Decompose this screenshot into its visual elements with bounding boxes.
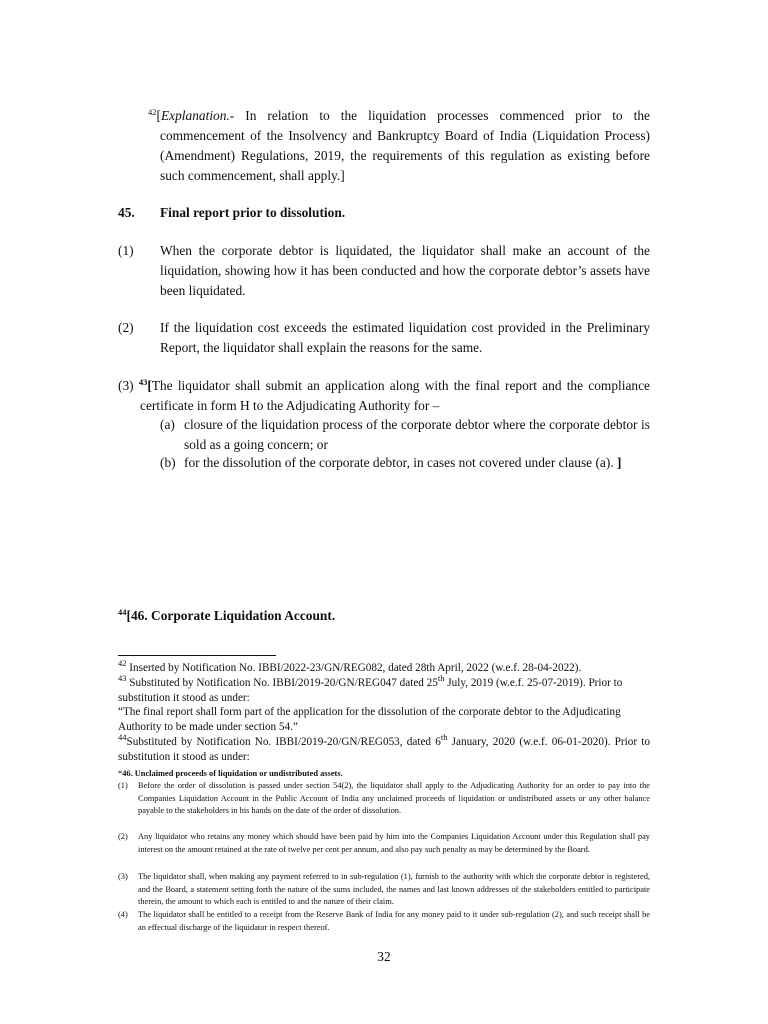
explanation-note: $^{42}$[Explanation.- In relation to the liquidation processes commenced prior to the commencement of the Insolvency and Bankruptcy Board of India (Liquidation Process) (Amendment) Regulations, 2019, the requirements of this regulation as existing before such commencement, shall apply.] xyxy=(148,106,650,183)
footnote-44-item: (3) The liquidator shall, when making any payment referred to in sub-regulation (1), furnish to the authority with which the corporate debtor is registered, and the Board, a statement setting forth the nature of the sums included, the names and last known addresses of the stakeholders entitled to participate therein, the amount to which each is entitled to and the nature of their claim. xyxy=(118,872,650,906)
footnote-44-item: (1) Before the order of dissolution is passed under section 54(2), the liquidator shall apply to the Adjudicating Authority for an order to pay into the Companies Liquidation Account in the Public Account of India any unclaimed proceeds of liquidation or undistributed assets or any other balance payable to the stakeholders in his hands on the date of the order of dissolution. xyxy=(118,781,650,815)
clause-3: (3) $^{43}$[The liquidator shall submit an application along with the final report and the compliance certificate in form H to the Adjudicating Authority for – xyxy=(118,376,650,413)
footnote-44-item: (2) Any liquidator who retains any money which should have been paid by him into the Companies Liquidation Account under this Regulation shall pay interest on the amount retained at the rate of twelve per cent per annum, and also pay such penalty as may be determined by the Board. xyxy=(118,832,650,854)
sub-item-text: for the dissolution of the corporate debtor, in cases not covered under clause (a). ] xyxy=(184,455,622,470)
footnote-ref: 42 xyxy=(148,106,157,117)
footnote-43: $^{43}$ Substituted by Notification No. IBBI/2019-20/GN/REG047 dated 25th July, 2019 (w.e.f. 25-07-2019). Prior to substitution it stood as under: xyxy=(118,672,623,704)
footnote-44: $^{44}$Substituted by Notification No. IBBI/2019-20/GN/REG053, dated 6th January, 2020 (w.e.f. 06-01-2020). Prior to substitution it stood as under: xyxy=(118,731,650,763)
clause-number: (3) xyxy=(118,378,134,393)
sub-item-label: (b) xyxy=(160,455,176,470)
clause-text: If the liquidation cost exceeds the estimated liquidation cost provided in the Preliminary Report, the liquidator shall explain the reasons for the same. xyxy=(160,320,650,355)
section-number: 45. xyxy=(118,205,135,220)
sub-item-label: (a) xyxy=(160,417,175,432)
footnote-44-item: (4) The liquidator shall be entitled to a receipt from the Reserve Bank of India for any money paid to it under sub-regulation (2), and such receipt shall be an effectual discharge of the liquidator in respect thereof. xyxy=(118,910,650,932)
clause-number: (2) xyxy=(118,320,134,335)
sub-item-text: closure of the liquidation process of the corporate debtor where the corporate debtor is sold as a going concern; or xyxy=(184,417,650,452)
footnote-44-old-heading: “46. Unclaimed proceeds of liquidation or undistributed assets. xyxy=(118,769,343,778)
page-number: 32 xyxy=(377,949,391,964)
clause-number: (1) xyxy=(118,243,134,258)
footnote-divider xyxy=(118,655,276,656)
footnote-42: $^{42}$ Inserted by Notification No. IBBI/2022-23/GN/REG082, dated 28th April, 2022 (w.e.f. 28-04-2022). xyxy=(118,657,582,674)
footnote-ref: 44 xyxy=(118,606,127,617)
explanation-label: Explanation. xyxy=(160,108,230,123)
section-46-heading: $^{44}$[46. Corporate Liquidation Account. xyxy=(118,606,336,623)
clause-text: When the corporate debtor is liquidated, the liquidator shall make an account of the liquidation, showing how it has been conducted and how the corporate debtor’s assets have been liquidated. xyxy=(160,243,650,298)
clause-text: The liquidator shall submit an application along with the final report and the compliance certificate in form H to the Adjudicating Authority for – xyxy=(140,378,650,413)
footnote-ref: 43 xyxy=(138,376,148,387)
section-title: Final report prior to dissolution. xyxy=(160,205,346,220)
footnote-43-quote: “The final report shall form part of the application for the dissolution of the corporate debtor to the Adjudicating Authority to be made under section 54.” xyxy=(118,706,621,733)
